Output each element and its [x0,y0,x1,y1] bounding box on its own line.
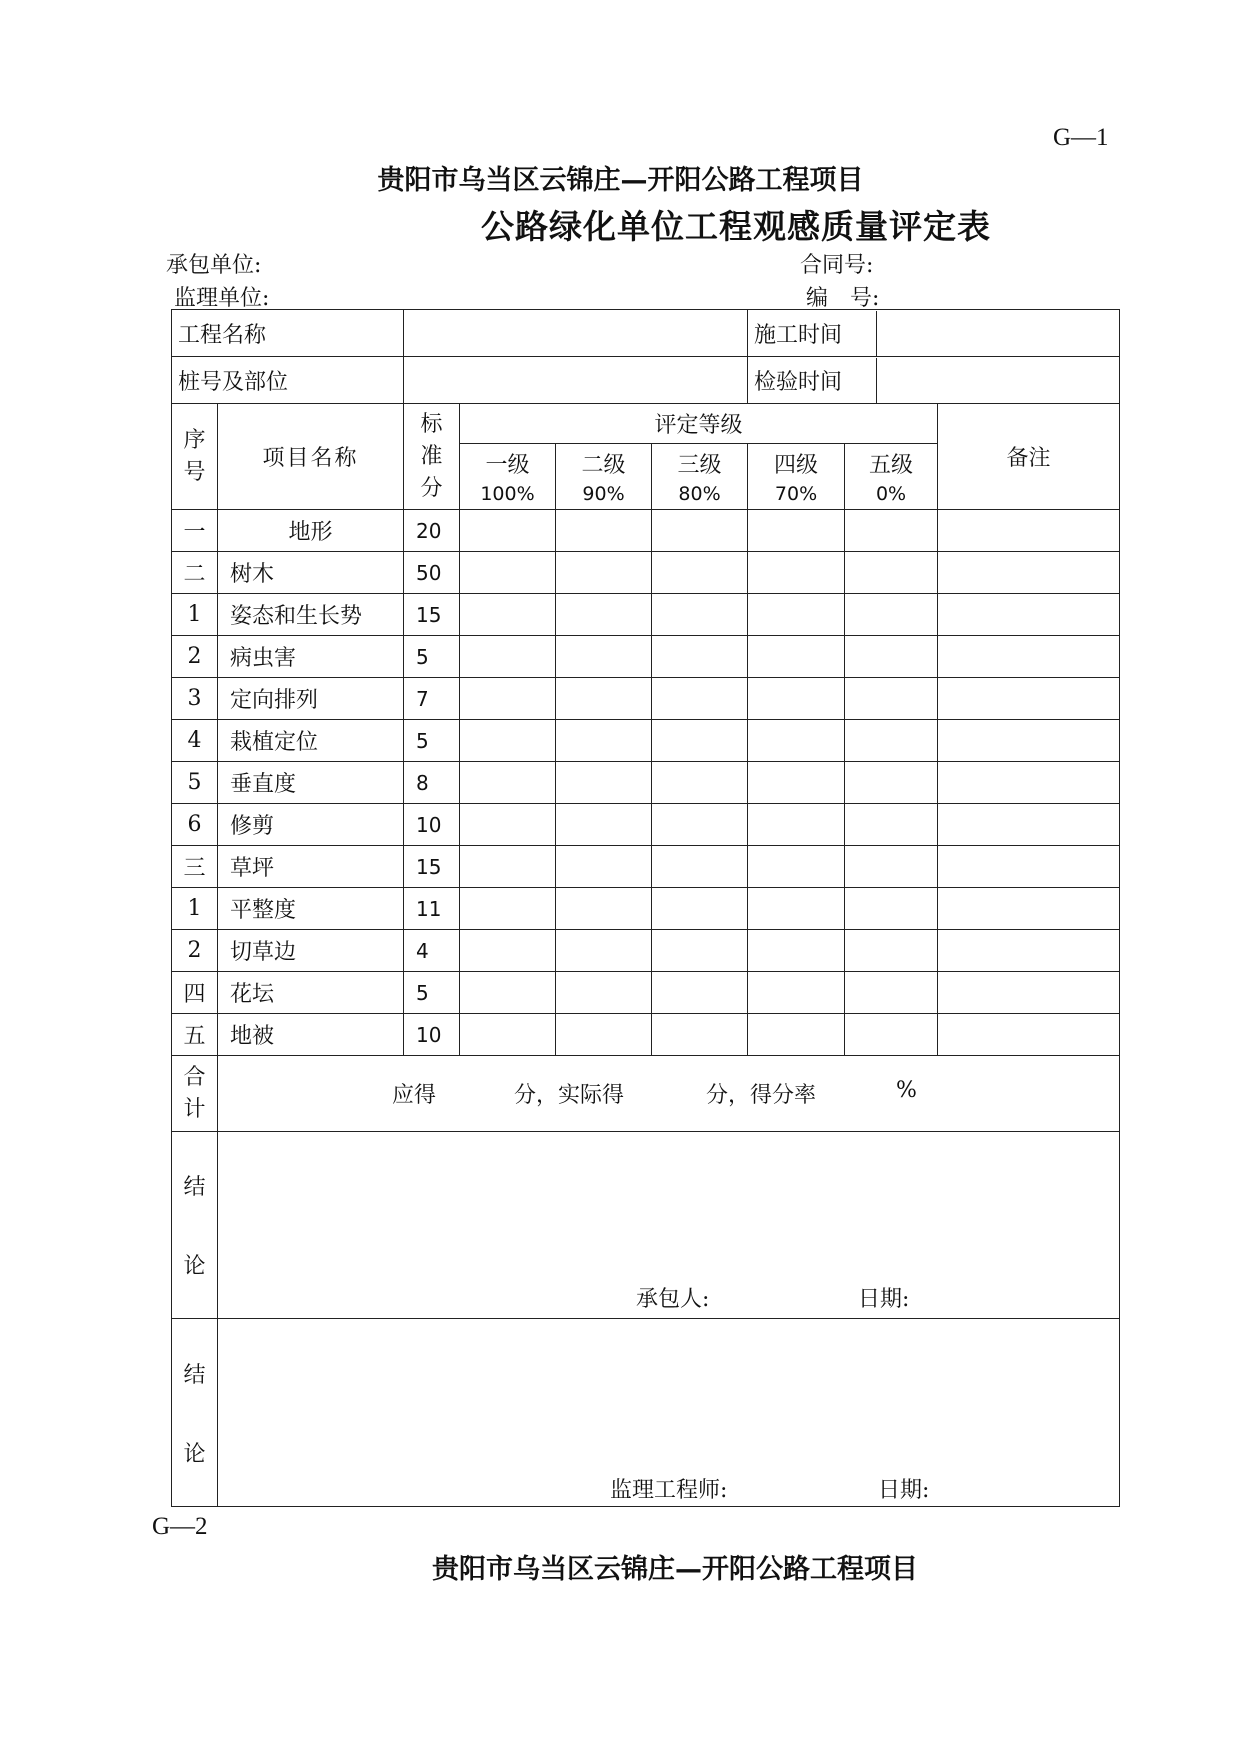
row-std-score: 5 [404,636,460,678]
row-grade-1-cell[interactable] [460,1014,556,1056]
row-std-score: 10 [404,804,460,846]
serial-no-label: 编 号: [806,286,880,311]
conclusion-contractor-content[interactable] [218,1132,1120,1319]
row-grade-1-cell[interactable] [460,972,556,1014]
row-seq: 6 [172,804,218,846]
rate-label: 分，得分率 [706,1083,817,1108]
row-grade-1-cell[interactable] [460,846,556,888]
row-seq: 1 [172,888,218,930]
row-grade-5-cell[interactable] [845,888,938,930]
table-row [172,804,1120,846]
row-seq: 三 [172,846,218,888]
row-grade-1-cell[interactable] [460,720,556,762]
row-grade-4-cell[interactable] [748,1014,845,1056]
row-grade-3-cell[interactable] [652,888,748,930]
row-remarks-cell[interactable] [938,594,1120,636]
row-grade-4-cell[interactable] [748,510,845,552]
form-code-top: G—1 [1053,124,1109,151]
row-item-name: 栽植定位 [218,720,404,762]
row-grade-3-cell[interactable] [652,972,748,1014]
row-grade-2-cell[interactable] [556,594,652,636]
row-grade-5-cell[interactable] [845,930,938,972]
row-grade-1-cell[interactable] [460,594,556,636]
row-grade-5-cell[interactable] [845,972,938,1014]
conclusion-contractor-row [172,1132,1120,1319]
row-grade-4-cell[interactable] [748,552,845,594]
info-row-1 [172,310,1120,357]
row-grade-1-cell[interactable] [460,552,556,594]
row-item-name: 切草边 [218,930,404,972]
supervisor-date-label: 日期: [878,1478,930,1503]
row-grade-5-cell[interactable] [845,678,938,720]
should-get-label: 应得 [392,1083,437,1108]
row-grade-4-cell[interactable] [748,804,845,846]
project-name-label: 工程名称 [178,322,267,348]
inspection-time-label: 检验时间 [748,358,877,403]
row-remarks-cell[interactable] [938,888,1120,930]
header-row-1 [172,404,1120,444]
table-row [172,594,1120,636]
row-item-name: 定向排列 [218,678,404,720]
station-label: 桩号及部位 [178,369,289,395]
row-grade-2-cell[interactable] [556,762,652,804]
table-row [172,930,1120,972]
row-std-score: 20 [404,510,460,552]
row-grade-1-cell[interactable] [460,930,556,972]
percent-sign: % [896,1078,917,1103]
row-grade-3-cell[interactable] [652,636,748,678]
project-title: 贵阳市乌当区云锦庄—开阳公路工程项目 [377,165,864,196]
conclusion-supervisor-content[interactable] [218,1319,1120,1507]
form-title: 公路绿化单位工程观感质量评定表 [481,207,991,246]
row-std-score: 4 [404,930,460,972]
row-grade-1-cell[interactable] [460,678,556,720]
info-row-2 [172,357,1120,404]
row-grade-4-cell[interactable] [748,636,845,678]
row-seq: 5 [172,762,218,804]
row-item-name: 垂直度 [218,762,404,804]
row-seq: 五 [172,1014,218,1056]
row-seq: 2 [172,930,218,972]
row-grade-5-cell[interactable] [845,804,938,846]
supervisor-label: 监理单位: [174,286,270,311]
row-grade-2-cell[interactable] [556,972,652,1014]
contractor-date-label: 日期: [858,1287,910,1312]
conclusion-supervisor-row [172,1319,1120,1507]
row-grade-1-cell[interactable] [460,762,556,804]
row-grade-2-cell[interactable] [556,888,652,930]
grade-3-header: 三级 80% [652,444,748,510]
contractor-signer-label: 承包人: [636,1287,710,1312]
row-grade-1-cell[interactable] [460,804,556,846]
row-grade-3-cell[interactable] [652,762,748,804]
row-remarks-cell[interactable] [938,552,1120,594]
total-content [218,1056,1120,1132]
row-std-score: 15 [404,594,460,636]
row-grade-3-cell[interactable] [652,510,748,552]
row-grade-4-cell[interactable] [748,888,845,930]
total-label: 合 计 [172,1056,218,1132]
row-std-score: 50 [404,552,460,594]
row-grade-5-cell[interactable] [845,846,938,888]
row-grade-4-cell[interactable] [748,846,845,888]
table-row [172,678,1120,720]
row-remarks-cell[interactable] [938,1014,1120,1056]
supervisor-signer-label: 监理工程师: [610,1478,728,1503]
row-grade-4-cell[interactable] [748,930,845,972]
row-grade-5-cell[interactable] [845,636,938,678]
table-row [172,972,1120,1014]
row-std-score: 5 [404,972,460,1014]
row-grade-2-cell[interactable] [556,1014,652,1056]
row-std-score: 7 [404,678,460,720]
evaluation-table [171,309,1120,1507]
row-grade-5-cell[interactable] [845,720,938,762]
row-grade-1-cell[interactable] [460,510,556,552]
row-grade-2-cell[interactable] [556,846,652,888]
row-grade-3-cell[interactable] [652,678,748,720]
row-grade-2-cell[interactable] [556,678,652,720]
row-grade-5-cell[interactable] [845,1014,938,1056]
table-row [172,888,1120,930]
std-score-header: 标 准 分 [404,404,460,510]
row-item-name: 修剪 [218,804,404,846]
form-code-bottom: G—2 [152,1513,208,1540]
grade-1-header: 一级 100% [460,444,556,510]
table-row [172,762,1120,804]
row-item-name: 草坪 [218,846,404,888]
row-seq: 四 [172,972,218,1014]
grade-4-header: 四级 70% [748,444,845,510]
row-std-score: 10 [404,1014,460,1056]
row-remarks-cell[interactable] [938,762,1120,804]
row-grade-3-cell[interactable] [652,804,748,846]
table-row [172,510,1120,552]
grade-5-header: 五级 0% [845,444,938,510]
table-row [172,720,1120,762]
row-grade-5-cell[interactable] [845,762,938,804]
contractor-label: 承包单位: [166,253,262,278]
remarks-header: 备注 [938,404,1120,510]
seq-header: 序 号 [172,404,218,510]
row-seq: 2 [172,636,218,678]
row-grade-2-cell[interactable] [556,720,652,762]
actual-points-label: 分，实际得 [514,1083,625,1108]
row-grade-3-cell[interactable] [652,594,748,636]
row-std-score: 11 [404,888,460,930]
conclusion-label-2: 结 论 [172,1319,218,1507]
item-name-header: 项目名称 [218,404,404,510]
row-grade-3-cell[interactable] [652,720,748,762]
row-grade-2-cell[interactable] [556,510,652,552]
table-row [172,1014,1120,1056]
row-item-name: 地形 [218,510,404,552]
contract-no-label: 合同号: [800,253,874,278]
table-row [172,552,1120,594]
row-remarks-cell[interactable] [938,510,1120,552]
total-row [172,1056,1120,1132]
construction-time-label: 施工时间 [748,311,877,356]
row-seq: 4 [172,720,218,762]
row-seq: 3 [172,678,218,720]
row-item-name: 地被 [218,1014,404,1056]
station-value[interactable] [404,357,748,404]
row-grade-4-cell[interactable] [748,972,845,1014]
row-grade-4-cell[interactable] [748,720,845,762]
row-item-name: 姿态和生长势 [218,594,404,636]
grade-2-header: 二级 90% [556,444,652,510]
row-remarks-cell[interactable] [938,678,1120,720]
row-remarks-cell[interactable] [938,930,1120,972]
row-grade-3-cell[interactable] [652,552,748,594]
row-grade-3-cell[interactable] [652,930,748,972]
construction-time-value[interactable] [877,311,1119,356]
row-item-name: 花坛 [218,972,404,1014]
row-grade-5-cell[interactable] [845,594,938,636]
row-remarks-cell[interactable] [938,804,1120,846]
row-grade-4-cell[interactable] [748,762,845,804]
row-remarks-cell[interactable] [938,636,1120,678]
row-grade-1-cell[interactable] [460,636,556,678]
row-grade-1-cell[interactable] [460,888,556,930]
row-grade-3-cell[interactable] [652,1014,748,1056]
row-item-name: 病虫害 [218,636,404,678]
row-grade-2-cell[interactable] [556,552,652,594]
grading-header: 评定等级 [460,404,938,444]
row-seq: 1 [172,594,218,636]
conclusion-label-1: 结 论 [172,1132,218,1319]
project-name-value[interactable] [404,310,748,357]
table-row [172,636,1120,678]
row-grade-2-cell[interactable] [556,804,652,846]
table-body [172,510,1120,1056]
row-item-name: 树木 [218,552,404,594]
project-title-bottom: 贵阳市乌当区云锦庄—开阳公路工程项目 [432,1554,918,1585]
row-item-name: 平整度 [218,888,404,930]
row-grade-3-cell[interactable] [652,846,748,888]
row-grade-2-cell[interactable] [556,930,652,972]
row-std-score: 8 [404,762,460,804]
row-grade-4-cell[interactable] [748,678,845,720]
inspection-time-value[interactable] [877,358,1119,403]
row-remarks-cell[interactable] [938,846,1120,888]
row-grade-2-cell[interactable] [556,636,652,678]
row-std-score: 5 [404,720,460,762]
row-grade-5-cell[interactable] [845,552,938,594]
row-remarks-cell[interactable] [938,972,1120,1014]
row-seq: 一 [172,510,218,552]
table-row [172,846,1120,888]
row-std-score: 15 [404,846,460,888]
row-grade-4-cell[interactable] [748,594,845,636]
row-seq: 二 [172,552,218,594]
row-grade-5-cell[interactable] [845,510,938,552]
row-remarks-cell[interactable] [938,720,1120,762]
